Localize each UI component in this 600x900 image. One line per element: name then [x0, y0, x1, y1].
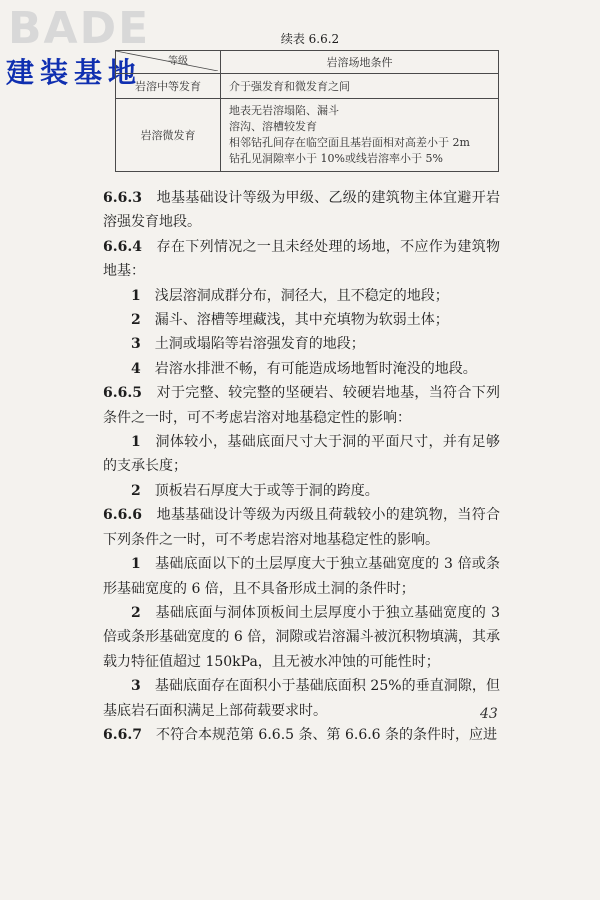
clause-6-6-4 — [103, 235, 500, 284]
condition-line: 溶沟、溶槽较发育 — [229, 120, 317, 133]
table-row — [116, 74, 499, 99]
clause-number: 6.6.3 — [103, 190, 142, 206]
list-item: 3 土洞或塌陷等岩溶强发育的地段； — [131, 336, 365, 353]
header-condition-label: 岩溶场地条件 — [221, 51, 499, 74]
list-item: 3 基础底面存在面积小于基础底面积 25%的垂直洞隙，但基底岩石面积满足上部荷载要求时。 — [103, 678, 500, 719]
header-grade-label: 等级 — [168, 56, 188, 67]
clause-number: 6.6.7 — [103, 726, 142, 743]
condition-cell — [221, 99, 499, 172]
clause-text: 存在下列情况之一且未经处理的场地，不应作为建筑物地基： — [103, 238, 501, 280]
karst-condition-table — [115, 50, 499, 172]
grade-cell: 岩溶微发育 — [116, 99, 221, 172]
clause-number: 6.6.6 — [103, 507, 142, 524]
list-item: 1 浅层溶洞成群分布，洞径大，且不稳定的地段； — [131, 287, 449, 304]
list-item: 4 岩溶水排泄不畅，有可能造成场地暂时淹没的地段。 — [131, 360, 477, 377]
diagonal-header-cell — [116, 51, 221, 74]
grade-cell: 岩溶中等发育 — [116, 74, 221, 99]
page-number: 43 — [480, 706, 498, 722]
list-item: 2 漏斗、溶槽等埋藏浅，其中充填物为软弱土体； — [131, 312, 449, 329]
condition-line: 钻孔见洞隙率小于 10%或线岩溶率小于 5% — [229, 152, 443, 165]
condition-line: 地表无岩溶塌陷、漏斗 — [229, 104, 339, 117]
diagonal-line — [116, 51, 218, 71]
clause-6-6-7 — [103, 723, 500, 747]
clause-number: 6.6.5 — [103, 385, 142, 402]
clause-text: 地基基础设计等级为丙级且荷载较小的建筑物，当符合下列条件之一时，可不考虑岩溶对地基稳定性的影响。 — [103, 507, 501, 548]
clause-6-6-5 — [103, 381, 500, 430]
clause-text: 地基基础设计等级为甲级、乙级的建筑物主体宜避开岩溶强发育地段。 — [103, 190, 501, 231]
clause-number: 6.6.4 — [103, 238, 142, 255]
list-item: 1 洞体较小，基础底面尺寸大于洞的平面尺寸，并有足够的支承长度； — [103, 434, 501, 475]
table-row — [116, 99, 499, 172]
logo-chinese-name: 建装基地 — [6, 56, 143, 89]
logo-wordmark: BADE — [8, 3, 151, 54]
table-caption: 续表 6.6.2 — [280, 32, 340, 46]
body-text — [103, 186, 500, 747]
list-item: 2 顶板岩石厚度大于或等于洞的跨度。 — [131, 482, 379, 499]
condition-line: 相邻钻孔间存在临空面且基岩面相对高差小于 2m — [229, 136, 470, 149]
condition-cell: 介于强发育和微发育之间 — [221, 74, 499, 99]
list-item: 2 基础底面与洞体顶板间土层厚度小于独立基础宽度的 3 倍或条形基础宽度的 6 倍，洞隙或岩溶漏斗被沉积物填满，其承载力特征值超过 150kPa，且无被水冲蚀的可能性时； — [103, 604, 501, 670]
list-item: 1 基础底面以下的土层厚度大于独立基础宽度的 3 倍或条形基础宽度的 6 倍，且不具备形成土洞的条件时； — [103, 556, 500, 597]
clause-text: 不符合本规范第 6.6.5 条、第 6.6.6 条的条件时，应进 — [155, 726, 498, 743]
clause-text: 对于完整、较完整的坚硬岩、较硬岩地基，当符合下列条件之一时，可不考虑岩溶对地基稳定性的影响： — [103, 385, 501, 426]
table-header-row — [116, 51, 499, 74]
clause-6-6-3 — [103, 186, 500, 235]
clause-6-6-6 — [103, 503, 500, 552]
